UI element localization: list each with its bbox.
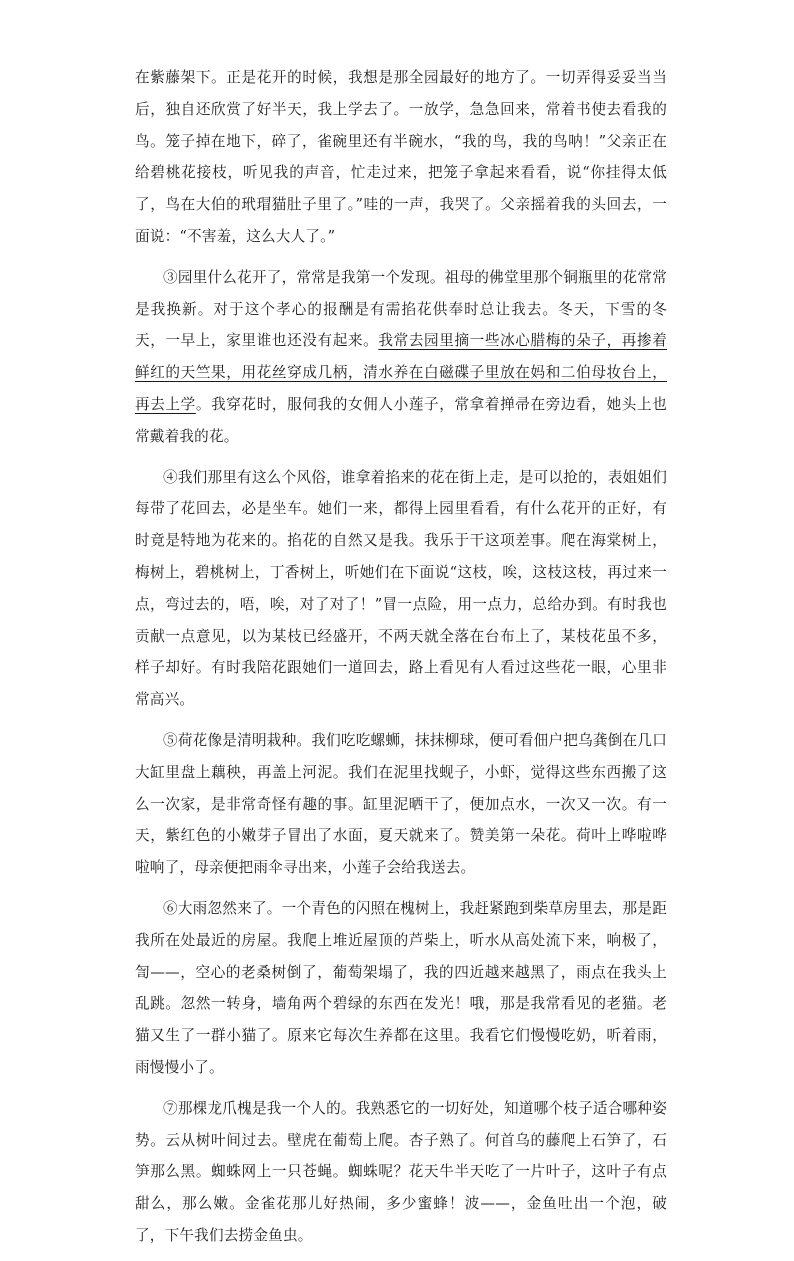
paragraph-text: ⑦那棵龙爪槐是我一个人的。我熟悉它的一切好处，知道哪个枝子适合哪种姿势。云从树叶间过去。壁虎在葡萄上爬。杏子熟了。何首乌的藤爬上石笋了，石笋那么黑。蜘蛛网上一只苍蝇。蜘蛛呢？花天牛半天吃了一片叶子，这叶子有点甜么，那么嫩。金雀花那儿好热闹，多少蜜蜂！波——，金鱼吐出一个泡，破了，下午我们去捞金鱼虫。 <box>135 1099 667 1244</box>
paragraph-text: 。我穿花时，服伺我的女佣人小莲子，常拿着掸帚在旁边看，她头上也常戴着我的花。 <box>135 395 668 445</box>
paragraph-text: 在紫藤架下。正是花开的时候，我想是那全园最好的地方了。一切弄得妥妥当当后，独自还欣赏了好半天，我上学去了。一放学，急急回来，常着书使去看我的鸟。笼子掉在地下，碎了，雀碗里还有半碗水，“我的鸟，我的鸟呐！”父亲正在给碧桃花接枝，听见我的声音，忙走过来，把笼子拿起来看看，说“你挂得太低了，鸟在大伯的玳瑁猫肚子里了。”哇的一声，我哭了。父亲摇着我的头回去，一面说：“不害羞，这么大人了。” <box>135 69 667 245</box>
underlined-sentence: 我常去园里摘一些冰心腊梅的朵子，再掺着鲜红的天竺果，用花丝穿成几柄，清水养在白磁碟子里放在妈和二伯母妆台上，再去上学 <box>135 332 667 413</box>
paragraph-4 <box>135 462 667 716</box>
document-page <box>135 62 667 1261</box>
paragraph-text: ④我们那里有这么个风俗，谁拿着掐来的花在街上走，是可以抢的，表姐姐们每带了花回去，必是坐车。她们一来，都得上园里看看，有什么花开的正好，有时竟是特地为花来的。掐花的自然又是我。我乐于干这项差事。爬在海棠树上，梅树上，碧桃树上，丁香树上，听她们在下面说“这枝，唉，这枝这枝，再过来一点，弯过去的，唔，唉，对了对了！”冒一点险，用一点力，总给办到。有时我也贡献一点意见，以为某枝已经盛开，不两天就全落在台布上了，某枝花虽不多，样子却好。有时我陪花跟她们一道回去，路上看见有人看过这些花一眼，心里非常高兴。 <box>135 468 667 709</box>
paragraph-6 <box>135 893 667 1084</box>
paragraph-3 <box>135 262 667 453</box>
paragraph-text: ③园里什么花开了，常常是我第一个发现。祖母的佛堂里那个铜瓶里的花常常是我换新。对于这个孝心的报酬是有需掐花供奉时总让我去。冬天，下雪的冬天，一早上，家里谁也还没有起来。 <box>135 268 667 350</box>
paragraph-7 <box>135 1093 667 1252</box>
paragraph-text: ⑥大雨忽然来了。一个青色的闪照在槐树上，我赶紧跑到柴草房里去，那是距我所在处最近的房屋。我爬上堆近屋顶的芦柴上，听水从高处流下来，响极了，訇——，空心的老桑树倒了，葡萄架塌了，我的四近越来越黑了，雨点在我头上乱跳。忽然一转身，墙角两个碧绿的东西在发光！哦，那是我常看见的老猫。老猫又生了一群小猫了。原来它每次生养都在这里。我看它们慢慢吃奶，听着雨，雨慢慢小了。 <box>135 899 667 1076</box>
paragraph-text: ⑤荷花像是清明栽种。我们吃吃螺蛳，抹抹柳球，便可看佃户把乌龚倒在几口大缸里盘上藕秧，再盖上河泥。我们在泥里找蚬子，小虾，觉得这些东西搬了这么一次家，是非常奇怪有趣的事。缸里泥晒干了，便加点水，一次又一次。有一天，紫红色的小嫩芽子冒出了水面，夏天就来了。赞美第一朵花。荷叶上哗啦哗啦响了，母亲便把雨伞寻出来，小莲子会给我送去。 <box>135 731 667 877</box>
paragraph-1 <box>135 62 667 253</box>
paragraph-5 <box>135 725 667 884</box>
